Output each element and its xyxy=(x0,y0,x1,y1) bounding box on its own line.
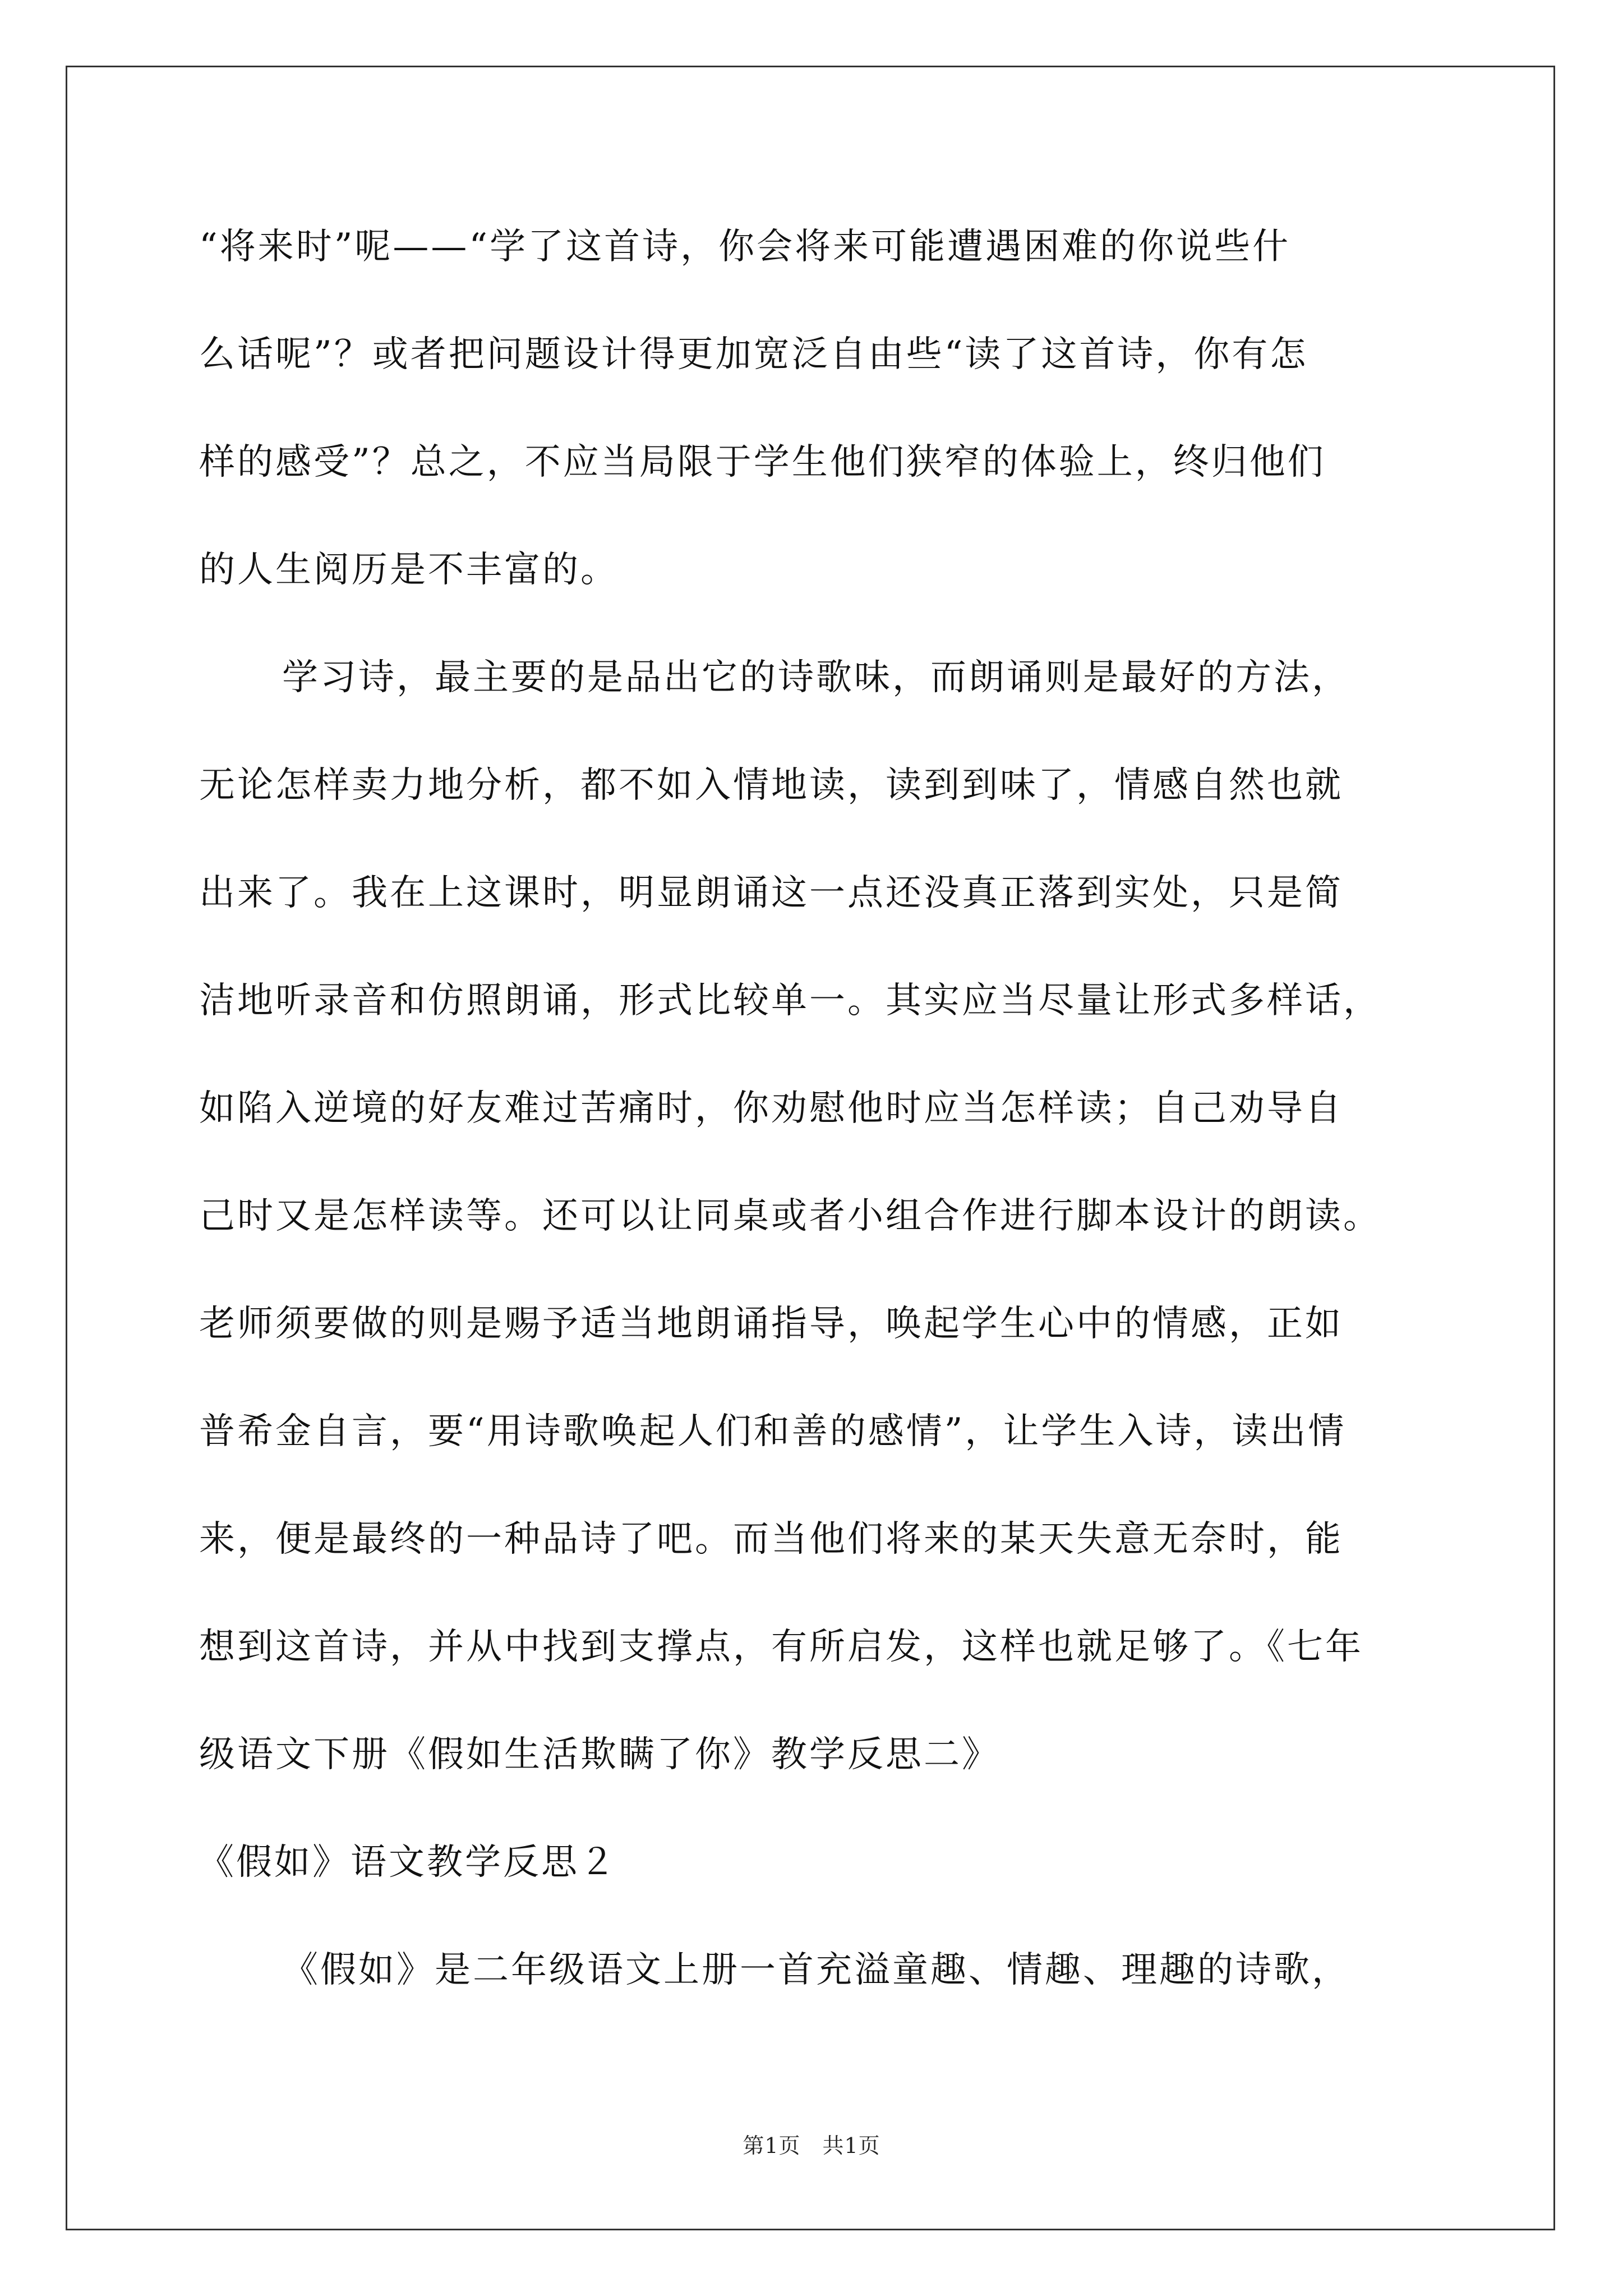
text-line: 么话呢”？或者把问题设计得更加宽泛自由些“读了这首诗，你有怎 xyxy=(199,334,1308,375)
text-line: 的人生阅历是不丰富的。 xyxy=(199,549,619,591)
text-line: 无论怎样卖力地分析，都不如入情地读，读到到味了，情感自然也就 xyxy=(199,765,1343,806)
text-line: 普希金自言，要“用诗歌唤起人们和善的感情”，让学生入诗，读出情 xyxy=(199,1411,1347,1452)
page-border xyxy=(66,66,1555,2230)
text-line: “将来时”呢——“学了这首诗，你会将来可能遭遇困难的你说些什 xyxy=(199,226,1291,268)
text-line: 如陷入逆境的好友难过苦痛时，你劝慰他时应当怎样读；自己劝导自 xyxy=(199,1088,1343,1129)
text-line: 级语文下册《假如生活欺瞒了你》教学反思二》 xyxy=(199,1734,1000,1775)
text-line: 老师须要做的则是赐予适当地朗诵指导，唤起学生心中的情感，正如 xyxy=(199,1303,1343,1345)
paragraph-first-line: 《假如》是二年级语文上册一首充溢童趣、情趣、理趣的诗歌， xyxy=(282,1949,1350,1991)
section-heading: 《假如》语文教学反思２ xyxy=(198,1842,617,1883)
text-line: 出来了。我在上这课时，明显朗诵这一点还没真正落到实处，只是简 xyxy=(199,872,1343,914)
text-line: 洁地听录音和仿照朗诵，形式比较单一。其实应当尽量让形式多样话， xyxy=(199,980,1381,1022)
text-line: 样的感受”？总之，不应当局限于学生他们狭窄的体验上，终归他们 xyxy=(199,441,1326,483)
page-footer: 第1页 共1页 xyxy=(743,2133,880,2158)
text-line: 来，便是最终的一种品诗了吧。而当他们将来的某天失意无奈时，能 xyxy=(199,1519,1343,1560)
paragraph-first-line: 学习诗，最主要的是品出它的诗歌味，而朗诵则是最好的方法， xyxy=(282,657,1350,698)
text-line: 己时又是怎样读等。还可以让同桌或者小组合作进行脚本设计的朗读。 xyxy=(199,1195,1381,1237)
text-line: 想到这首诗，并从中找到支撑点，有所启发，这样也就足够了。《七年 xyxy=(199,1626,1363,1668)
